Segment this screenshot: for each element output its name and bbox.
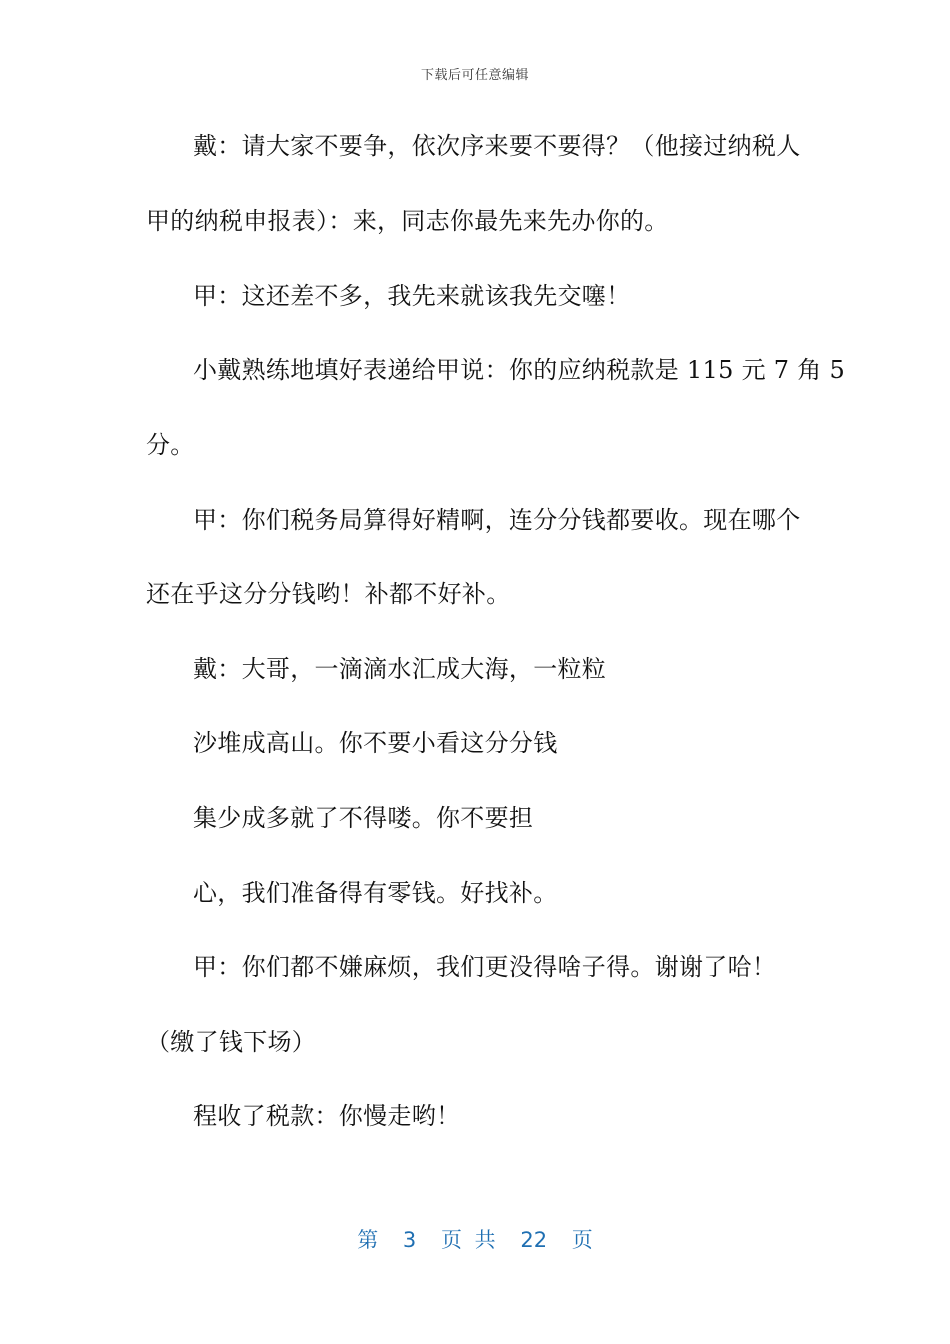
page-footer: [0, 1224, 950, 1254]
footer-middle: 页 共: [440, 1228, 496, 1252]
paragraph-line: 戴：大哥，一滴滴水汇成大海，一粒粒: [193, 655, 607, 683]
paragraph-line: 分。: [146, 431, 195, 459]
paragraph-line: 还在乎这分分钱哟！补都不好补。: [146, 580, 511, 608]
paragraph-line: 甲：你们税务局算得好精啊，连分分钱都要收。现在哪个: [193, 506, 801, 534]
paragraph-line: （缴了钱下场）: [146, 1028, 317, 1056]
page-header: 下载后可任意编辑: [420, 68, 529, 83]
paragraph-line: 甲：这还差不多，我先来就该我先交噻！: [193, 282, 631, 310]
paragraph-line: 沙堆成高山。你不要小看这分分钱: [193, 729, 558, 757]
footer-suffix: 页: [571, 1228, 593, 1252]
paragraph-line: 戴：请大家不要争，依次序来要不要得？（他接过纳税人: [193, 132, 801, 160]
paragraph-line: 甲：你们都不嫌麻烦，我们更没得啥子得。谢谢了哈！: [193, 953, 777, 981]
current-page-number: 3: [402, 1228, 417, 1252]
paragraph-line: 小戴熟练地填好表递给甲说：你的应纳税款是 115 元 7 角 5: [193, 356, 846, 384]
paragraph-line: 心，我们准备得有零钱。好找补。: [193, 879, 558, 907]
total-pages-number: 22: [520, 1228, 548, 1252]
paragraph-line: 集少成多就了不得喽。你不要担: [193, 804, 534, 832]
footer-prefix: 第: [357, 1228, 379, 1252]
paragraph-line: 程收了税款：你慢走哟！: [193, 1102, 461, 1130]
paragraph-line: 甲的纳税申报表）：来，同志你最先来先办你的。: [146, 207, 669, 235]
